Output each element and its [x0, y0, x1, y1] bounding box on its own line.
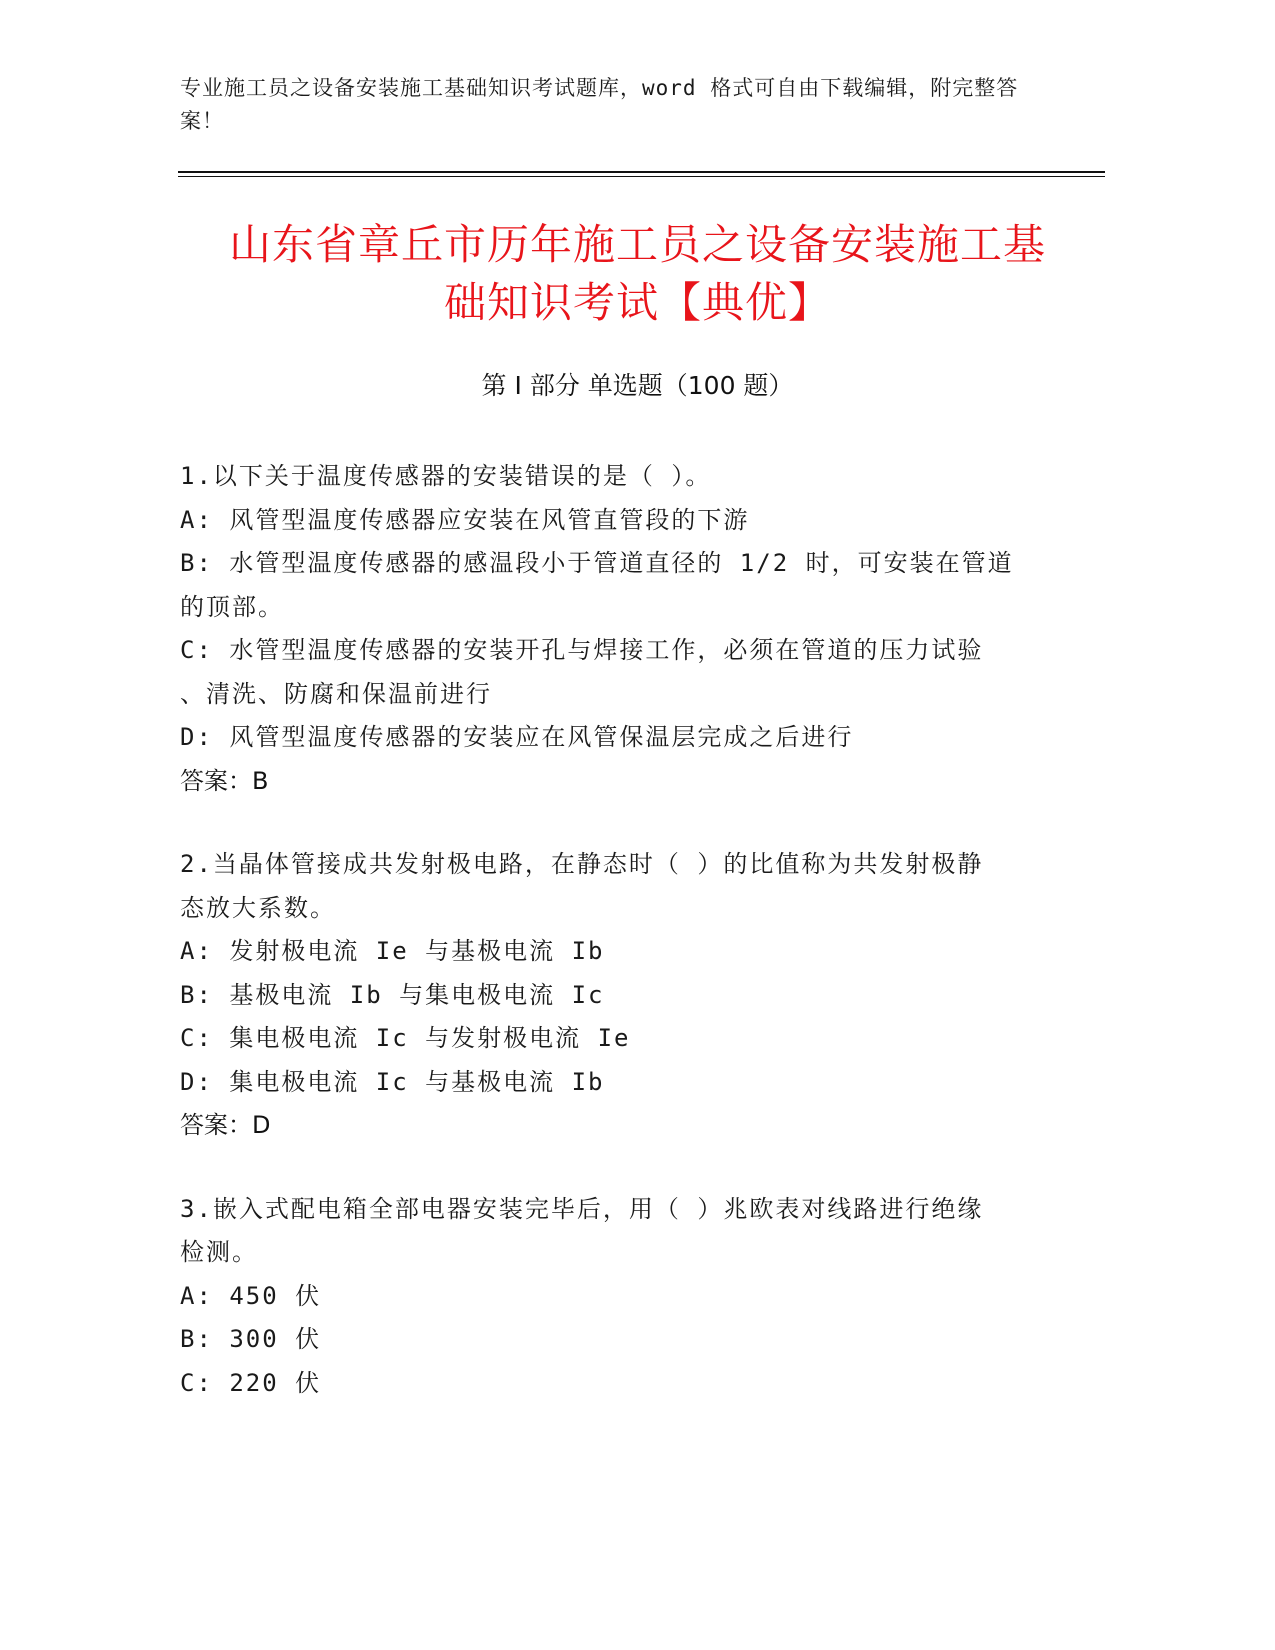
option-b-continued: 的顶部。	[180, 592, 284, 621]
question-item	[180, 455, 1028, 803]
answer-label: 答案：D	[180, 1111, 271, 1139]
question-item	[180, 843, 1028, 1148]
answer-label: 答案：B	[180, 766, 269, 795]
option-b: B: 水管型温度传感器的感温段小于管道直径的 1/2 时，可安装在管道	[180, 549, 1014, 577]
question-stem: 3.嵌入式配电箱全部电器安装完毕后，用（ ）兆欧表对线路进行绝缘	[180, 1194, 984, 1223]
option-a: A: 450 伏	[180, 1281, 322, 1310]
header-note: 专业施工员之设备安装施工基础知识考试题库，word 格式可自由下载编辑，附完整答案！	[180, 76, 1019, 133]
option-c-continued: 、清洗、防腐和保温前进行	[180, 679, 492, 708]
header-divider-thick	[178, 171, 1105, 173]
header-divider-thin	[178, 176, 1105, 177]
question-stem-continued: 态放大系数。	[180, 893, 336, 922]
option-a: A: 风管型温度传感器应安装在风管直管段的下游	[180, 505, 750, 534]
document-title-line-2: 础知识考试【典优】	[443, 278, 831, 327]
option-c: C: 220 伏	[180, 1368, 322, 1397]
question-stem: 1.以下关于温度传感器的安装错误的是（ ）。	[180, 462, 712, 490]
question-item	[180, 1188, 1028, 1406]
document-title-line-1: 山东省章丘市历年施工员之设备安装施工基	[228, 220, 1046, 269]
option-d: D: 风管型温度传感器的安装应在风管保温层完成之后进行	[180, 723, 854, 751]
option-b: B: 300 伏	[180, 1325, 322, 1353]
question-list	[180, 455, 1028, 1445]
option-a: A: 发射极电流 Ie 与基极电流 Ib	[180, 937, 605, 965]
option-b: B: 基极电流 Ib 与集电极电流 Ic	[180, 980, 605, 1009]
document-title	[150, 216, 1125, 332]
question-stem-continued: 检测。	[180, 1238, 258, 1266]
option-c: C: 集电极电流 Ic 与发射极电流 Ie	[180, 1024, 631, 1052]
section-title: 第 I 部分 单选题（100 题）	[481, 371, 794, 400]
option-d: D: 集电极电流 Ic 与基极电流 Ib	[180, 1067, 605, 1096]
option-c: C: 水管型温度传感器的安装开孔与焊接工作，必须在管道的压力试验	[180, 636, 984, 664]
question-stem: 2.当晶体管接成共发射极电路，在静态时（ ）的比值称为共发射极静	[180, 850, 984, 878]
